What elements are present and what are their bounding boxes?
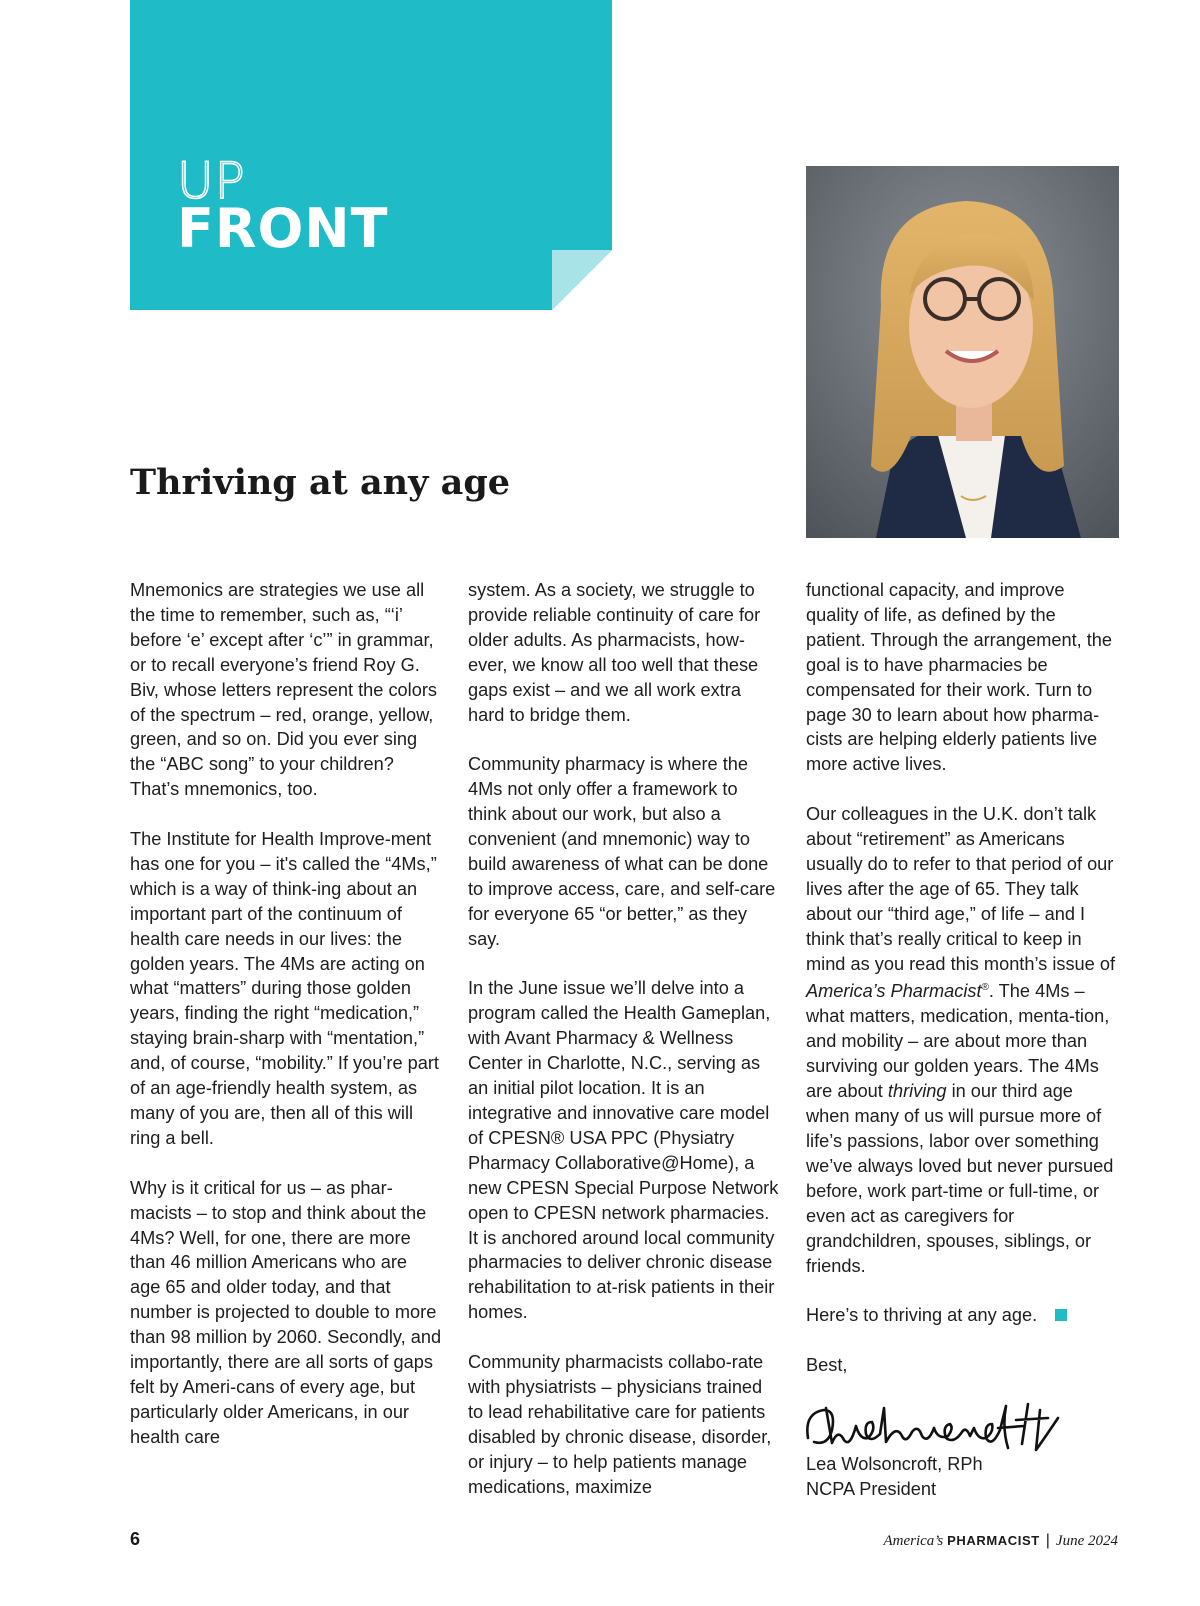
emphasis-text: thriving bbox=[887, 1081, 947, 1102]
issue-date: June 2024 bbox=[1055, 1533, 1118, 1549]
paragraph: Community pharmacy is where the 4Ms not only offer a framework to think about our work, but also a convenient (and mnemonic) way to build awareness of what can be done to improve access, care, and self-care for everyone 65 “or better,” as they say. bbox=[468, 754, 776, 949]
article-column-1 bbox=[130, 578, 442, 1475]
end-of-article-mark bbox=[1055, 1309, 1067, 1321]
paragraph: In the June issue we’ll delve into a program called the Health Gameplan, with Avant Pharmacy & Wellness Center in Charlotte, N.C., serving as an initial pilot location. It is an integrative and innovative care model of CPESN® USA PPC (Physiatry Pharmacy Collaborative@Home), a new CPESN Special Purpose Network open to CPESN network pharmacies. It is anchored around local community pharmacies to deliver chronic disease rehabilitation to at-risk patients in their homes. bbox=[468, 978, 779, 1323]
paragraph-text: Our colleagues in the U.K. don’t talk about “retirement” as Americans usually do to refer to that period of our lives after the age of 65. They talk about our “third age,” of life – and I think that’s really critical to keep in mind as you read this month’s issue of bbox=[806, 804, 1116, 974]
publication-name: America’s Pharmacist bbox=[806, 981, 982, 1002]
paragraph: functional capacity, and improve quality of life, as defined by the patient. Through the arrangement, the goal is to have pharmacies be compensated for their work. Turn to page 30 to learn about how pharma-cists are helping elderly patients live more active lives. bbox=[806, 580, 1113, 775]
magazine-prefix: America’s bbox=[883, 1533, 944, 1549]
paragraph: Why is it critical for us – as phar-macists – to stop and think about the 4Ms? Well, for one, there are more than 46 million Americans who are age 65 and older today, and that number is projected to double to more than 98 million by 2060. Secondly, and importantly, there are all sorts of gaps felt by Ameri-cans of every age, but particularly older Americans, in our health care bbox=[130, 1177, 442, 1447]
paragraph bbox=[806, 1303, 1118, 1328]
section-kicker-bottom: FRONT bbox=[177, 197, 389, 260]
closing-sentence: Here’s to thriving at any age. bbox=[806, 1305, 1038, 1326]
article-column-3 bbox=[806, 578, 1118, 1502]
paragraph bbox=[806, 802, 1118, 1278]
signer-title: NCPA President bbox=[806, 1478, 937, 1499]
paragraph: Mnemonics are strategies we use all the time to remember, such as, “‘i’ before ‘e’ except after ‘c’” in grammar, or to recall everyone’s friend Roy G. Biv, whose letters represent the colors of the spectrum – red, orange, yellow, green, and so on. Did you ever sing the “ABC song” to your children? That’s mnemonics, too. bbox=[130, 580, 437, 800]
author-portrait-photo bbox=[806, 166, 1119, 538]
registered-mark: ® bbox=[981, 982, 989, 994]
article-column-2 bbox=[468, 578, 780, 1524]
signer-name: Lea Wolsoncroft, RPh bbox=[806, 1454, 983, 1475]
page-number: 6 bbox=[130, 1529, 141, 1549]
section-kicker-top: UP bbox=[177, 152, 246, 210]
paragraph: The Institute for Health Improve-ment has one for you – it's called the “4Ms,” which is a way of think-ing about an important part of the continuum of health care needs in our lives: the golden years. The 4Ms are acting on what “matters” during those golden years, finding the right “medication,” staying brain-sharp with “mentation,” and, of course, “mobility.” If you’re part of an age-friendly health system, as many of you are, then all of this will ring a bell. bbox=[130, 829, 439, 1148]
paragraph-text: . The 4Ms – what matters, medication, menta-tion, and mobility – are about more than surviving our golden years. The 4Ms are about bbox=[806, 981, 1110, 1102]
paragraph: Community pharmacists collabo-rate with physiatrists – physicians trained to lead rehabilitative care for patients disabled by chronic disease, disorder, or injury – to help patients manage medications, maximize bbox=[468, 1352, 772, 1497]
footer-separator: | bbox=[1045, 1532, 1050, 1549]
magazine-name: PHARMACIST bbox=[947, 1533, 1040, 1548]
paragraph-text: in our third age when many of us will pursue more of life’s passions, labor over something we’ve always loved but never pursued before, work part-time or full-time, or even act as caregivers for grandchildren, spouses, siblings, or friends. bbox=[806, 1081, 1114, 1276]
banner-fold-corner bbox=[552, 250, 612, 310]
closing-salutation: Best, bbox=[806, 1355, 848, 1376]
running-footer bbox=[883, 1532, 1118, 1550]
handwritten-signature bbox=[802, 1388, 1082, 1458]
paragraph: system. As a society, we struggle to provide reliable continuity of care for older adults. As pharmacists, how-ever, we know all too well that these gaps exist – and we all work extra hard to bridge them. bbox=[468, 580, 761, 725]
article-headline: Thriving at any age bbox=[130, 462, 511, 503]
